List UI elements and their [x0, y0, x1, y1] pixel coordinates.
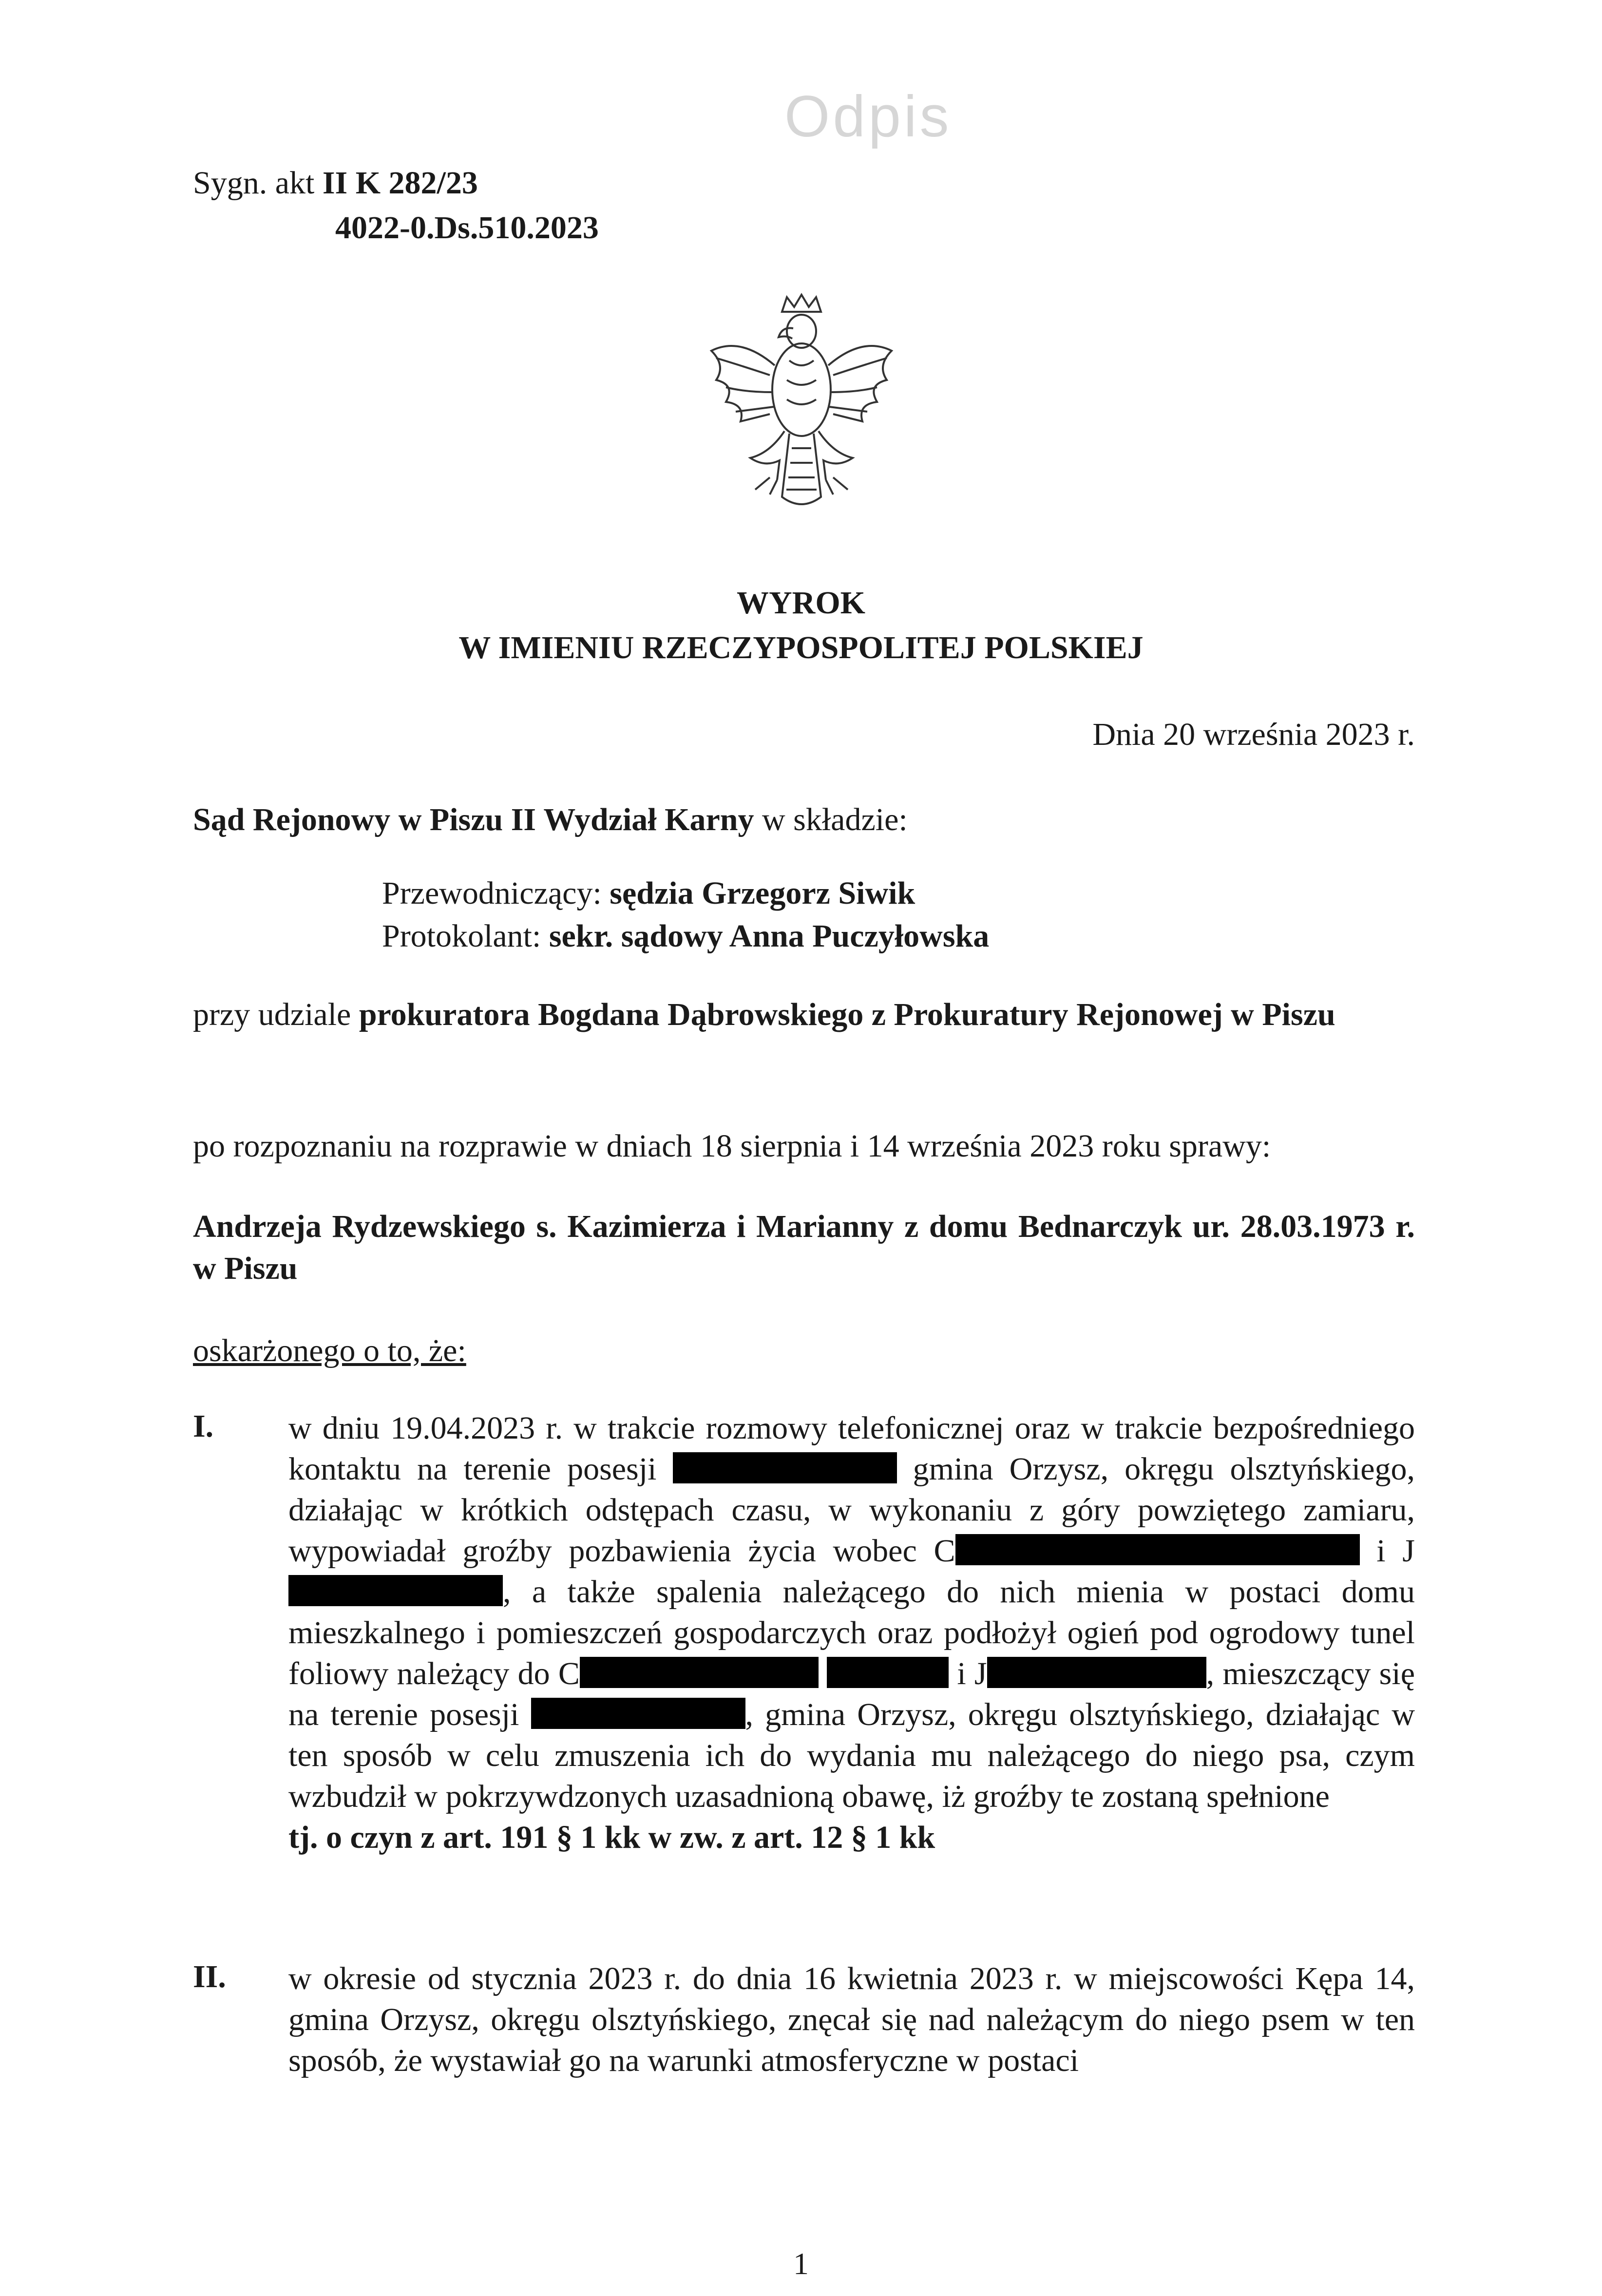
- redaction-block: [673, 1452, 897, 1483]
- chair-label: Przewodniczący:: [382, 875, 610, 911]
- charge-1-part: , a także spalenia należącego do nich mienia w postaci domu mieszkalnego i pomieszczeń gospodarczych oraz podłożył ogień pod ogrodowy tunel foliowy należący do C: [288, 1574, 1415, 1691]
- court-panel: [382, 872, 989, 958]
- charge-1-legal-basis: tj. o czyn z art. 191 § 1 kk w zw. z art. 12 § 1 kk: [288, 1820, 935, 1855]
- charge-1-text: [288, 1408, 1415, 1858]
- charge-1-numeral: I.: [193, 1408, 214, 1444]
- charged-label: oskarżonego o to, że:: [193, 1333, 466, 1368]
- prosecutor-paragraph: [193, 994, 1415, 1036]
- judgment-heading: WYROK: [737, 585, 865, 621]
- charge-2-numeral: II.: [193, 1959, 226, 1994]
- polish-eagle-emblem-icon: [697, 292, 906, 516]
- redaction-block: [987, 1657, 1206, 1688]
- chair-name: sędzia Grzegorz Siwik: [610, 875, 915, 911]
- case-signature-label: Sygn. akt: [193, 165, 323, 201]
- charge-2-text: w okresie od stycznia 2023 r. do dnia 16 kwietnia 2023 r. w miejscowości Kępa 14, gmina Orzysz, okręgu olsztyńskiego, znęcał się nad należącym do niego psem w ten sposób, że wystawiał go na warunki atmosferyczne w postaci: [288, 1961, 1415, 2078]
- defendant-name: Andrzeja Rydzewskiego s. Kazimierza i Marianny z domu Bednarczyk ur. 28.03.1973 r. w Piszu: [193, 1209, 1415, 1286]
- prosecution-reference: 4022-0.Ds.510.2023: [335, 210, 599, 246]
- redaction-block: [580, 1657, 819, 1688]
- page-number: 1: [793, 2246, 809, 2281]
- charge-1-part: w dniu 19.04.2023 r. w trakcie rozmowy telefonicznej oraz w trakcie bezpośredniego kontaktu na terenie posesji: [288, 1410, 1415, 1487]
- court-name: Sąd Rejonowy w Piszu II Wydział Karny: [193, 802, 754, 837]
- prosecutor-name: prokuratora Bogdana Dąbrowskiego z Prokuratury Rejonowej w Piszu: [359, 997, 1335, 1032]
- judgment-date: Dnia 20 września 2023 r.: [1092, 717, 1415, 752]
- hearing-paragraph: po rozpoznaniu na rozprawie w dniach 18 sierpnia i 14 września 2023 roku sprawy:: [193, 1128, 1271, 1164]
- prosecutor-prefix: przy udziale: [193, 997, 359, 1032]
- redaction-block: [955, 1534, 1360, 1565]
- charge-1-part: gmina Orzysz, okręgu olsztyńskiego, działając w krótkich odstępach czasu, w wykonaniu z góry powziętego zamiaru, wypowiadał groźby pozbawienia życia wobec C: [288, 1451, 1415, 1569]
- redaction-block: [288, 1575, 503, 1606]
- clerk-label: Protokolant:: [382, 918, 549, 954]
- case-signature-number: II K 282/23: [322, 165, 478, 201]
- court-line: [193, 799, 1415, 841]
- court-suffix: w składzie:: [754, 802, 908, 837]
- redaction-block: [827, 1657, 949, 1688]
- charge-1-part: i J: [1359, 1533, 1415, 1569]
- charge-1-part: i J: [949, 1656, 987, 1691]
- redaction-block: [531, 1698, 745, 1729]
- defendant-paragraph: [193, 1206, 1415, 1290]
- charge-1-part: , mieszczący się na terenie posesji: [288, 1656, 1415, 1732]
- case-signature-block: [193, 161, 599, 250]
- clerk-name: sekr. sądowy Anna Puczyłowska: [549, 918, 990, 954]
- charge-1-part: , gmina Orzysz, okręgu olsztyńskiego, działając w ten sposób w celu zmuszenia ich do wydania mu należącego do niego psa, czym wzbudził w pokrzywdzonych uzasadnioną obawę, iż groźby te zostaną spełnione: [288, 1697, 1415, 1814]
- copy-stamp: Odpis: [784, 84, 952, 149]
- judgment-subheading: W IMIENIU RZECZYPOSPOLITEJ POLSKIEJ: [458, 630, 1144, 665]
